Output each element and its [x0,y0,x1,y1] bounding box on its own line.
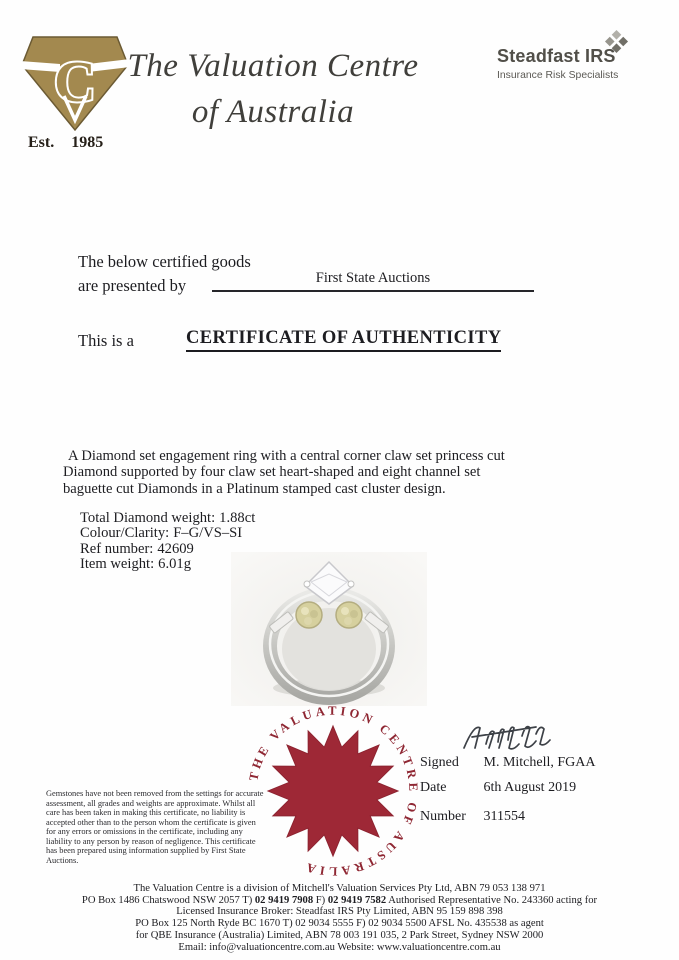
detail-row-item-weight [80,557,255,572]
certificate-heading: CERTIFICATE OF AUTHENTICITY [186,328,501,352]
footer [0,883,679,953]
signed-row [420,755,596,771]
presented-intro-line2: are presented by [78,276,187,295]
company-title-line1: The Valuation Centre [127,48,419,84]
footer-line4: PO Box 125 North Ryde BC 1670 T) 02 9034 5555 F) 02 9034 5500 AFSL No. 435538 as agent [135,918,544,930]
detail-label: Total Diamond weight: [80,510,216,526]
presenter-name: First State Auctions [315,270,431,286]
footer-fax: 02 9419 7582 [327,894,387,906]
seal-star [268,726,398,856]
footer-line1: The Valuation Centre is a division of Mitchell's Valuation Services Pty Ltd, ABN 79 053 138 971 [133,883,546,894]
detail-value: F–G/VS–SI [173,525,243,542]
number-row [420,809,525,825]
established-label: Est. 1985 [28,134,104,151]
footer-line2-post: Authorised Representative No. 243360 acting for [386,894,598,906]
footer-line6: Email: info@valuationcentre.com.au Website: www.valuationcentre.com.au [178,941,501,953]
date-row [420,780,576,796]
detail-label: Ref number: [80,540,154,557]
item-details [80,511,255,573]
certificate-prefix: This is a [78,331,134,350]
date-label: Date [420,780,447,795]
logo-monogram: C [54,49,96,114]
company-title-line2: of Australia [191,94,355,130]
item-description: A Diamond set engagement ring with a central corner claw set princess cut Diamond supported by four claw set heart-shaped and eight channel set baguette cut Diamonds in a Platinum stamped cast cluster design. [63,448,505,497]
detail-row-total-weight [80,511,255,526]
detail-value: 1.88ct [219,510,256,526]
footer-line3: Licensed Insurance Broker: Steadfast IRS Pty Limited, ABN 95 159 898 398 [176,906,503,918]
steadfast-tagline: Insurance Risk Specialists [497,70,619,81]
detail-value: 6.01g [158,556,192,573]
steadfast-name: Steadfast IRS [497,46,616,66]
signed-label: Signed [420,755,459,770]
company-title [108,48,438,131]
footer-line2 [0,895,679,907]
signature-mark [462,720,554,754]
company-seal [240,698,426,884]
number-label: Number [420,809,466,824]
footer-line2-mid: F) [313,894,328,906]
footer-line2-pre: PO Box 1486 Chatswood NSW 2057 T) [81,894,255,906]
presented-intro-line1: The below certified goods [78,252,251,271]
presenter-name-field [212,270,534,292]
detail-row-colour-clarity [80,526,255,541]
detail-value: 42609 [157,540,194,557]
detail-row-ref-number [80,542,255,557]
seal-ring-text: THE VALUATION CENTRE OF AUSTRALIA [246,703,421,879]
footer-phone: 02 9419 7908 [254,894,314,906]
signed-value: M. Mitchell, FGAA [483,755,596,770]
disclaimer-text: Gemstones have not been removed from the settings for accurate assessment, all grades and weights are approximate. Whilst all care has been taken in making this certificate, no liability is accepted other than to the person whom the certificate is given for any errors or omissions in the certificate, including any liability to any person by reason of negligence. This certificate has been prepared using information supplied by First State Auctions. [46,789,264,865]
date-value: 6th August 2019 [483,780,577,795]
steadfast-logo [497,46,667,81]
footer-line5: for QBE Insurance (Australia) Limited, ABN 78 003 191 035, 2 Park Street, Sydney NSW 2000 [135,929,544,941]
detail-label: Item weight: [80,556,155,573]
number-value: 311554 [483,809,525,824]
ring-photo [231,552,427,706]
detail-label: Colour/Clarity: [80,525,170,542]
